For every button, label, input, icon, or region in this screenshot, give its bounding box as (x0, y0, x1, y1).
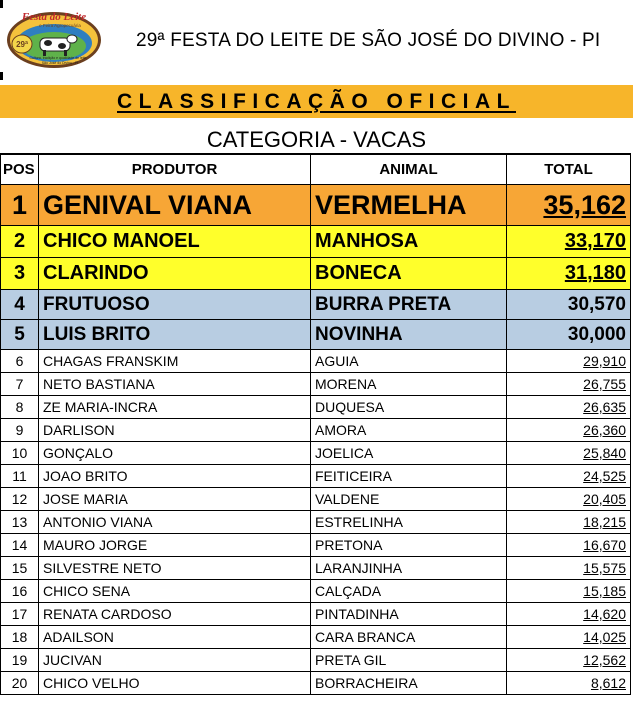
logo-badge: 29ª (16, 40, 28, 49)
total-cell: 29,910 (507, 350, 631, 373)
position-cell: 8 (1, 396, 39, 419)
position-cell: 15 (1, 557, 39, 580)
total-cell: 25,840 (507, 442, 631, 465)
animal-cell: BURRA PRETA (311, 290, 507, 320)
table-row (1, 672, 631, 695)
corner-mark (0, 72, 3, 80)
table-row (1, 442, 631, 465)
animal-cell: NOVINHA (311, 320, 507, 350)
logo-subtitle: e Feira Agropecuária (39, 23, 81, 28)
classification-banner (0, 85, 633, 118)
position-cell: 11 (1, 465, 39, 488)
table-row (1, 396, 631, 419)
total-cell: 12,562 (507, 649, 631, 672)
animal-cell: VERMELHA (311, 185, 507, 226)
total-cell: 16,670 (507, 534, 631, 557)
animal-cell: VALDENE (311, 488, 507, 511)
animal-cell: PINTADINHA (311, 603, 507, 626)
animal-cell: AGUIA (311, 350, 507, 373)
ranking-table (0, 153, 631, 695)
logo-title: Festa do Leite (21, 11, 87, 23)
position-cell: 5 (1, 320, 39, 350)
producer-cell: CLARINDO (39, 258, 311, 290)
total-cell: 33,170 (507, 226, 631, 258)
producer-cell: FRUTUOSO (39, 290, 311, 320)
banner-title: CLASSIFICAÇÃO OFICIAL (117, 90, 516, 113)
animal-cell: MORENA (311, 373, 507, 396)
position-cell: 13 (1, 511, 39, 534)
table-row (1, 258, 631, 290)
producer-cell: JOSE MARIA (39, 488, 311, 511)
position-cell: 16 (1, 580, 39, 603)
table-header-row (1, 154, 631, 185)
producer-cell: GENIVAL VIANA (39, 185, 311, 226)
animal-cell: PRETA GIL (311, 649, 507, 672)
animal-cell: FEITICEIRA (311, 465, 507, 488)
table-row (1, 488, 631, 511)
total-cell: 26,635 (507, 396, 631, 419)
total-cell: 31,180 (507, 258, 631, 290)
total-cell: 15,575 (507, 557, 631, 580)
position-cell: 7 (1, 373, 39, 396)
producer-cell: ANTONIO VIANA (39, 511, 311, 534)
total-cell: 14,620 (507, 603, 631, 626)
animal-cell: CALÇADA (311, 580, 507, 603)
column-header-pos: POS (1, 154, 39, 185)
animal-cell: LARANJINHA (311, 557, 507, 580)
animal-cell: DUQUESA (311, 396, 507, 419)
total-cell: 30,000 (507, 320, 631, 350)
total-cell: 18,215 (507, 511, 631, 534)
table-row (1, 603, 631, 626)
position-cell: 1 (1, 185, 39, 226)
position-cell: 14 (1, 534, 39, 557)
page-header (0, 0, 633, 82)
category-title: CATEGORIA - VACAS (206, 127, 427, 152)
animal-cell: BONECA (311, 258, 507, 290)
total-cell: 15,185 (507, 580, 631, 603)
table-row (1, 350, 631, 373)
table-row (1, 511, 631, 534)
total-cell: 14,025 (507, 626, 631, 649)
total-cell: 20,405 (507, 488, 631, 511)
producer-cell: LUIS BRITO (39, 320, 311, 350)
table-row (1, 373, 631, 396)
producer-cell: RENATA CARDOSO (39, 603, 311, 626)
table-row (1, 290, 631, 320)
animal-cell: PRETONA (311, 534, 507, 557)
total-cell: 26,755 (507, 373, 631, 396)
producer-cell: MAURO JORGE (39, 534, 311, 557)
table-row (1, 649, 631, 672)
producer-cell: JOAO BRITO (39, 465, 311, 488)
position-cell: 18 (1, 626, 39, 649)
total-cell: 8,612 (507, 672, 631, 695)
animal-cell: BORRACHEIRA (311, 672, 507, 695)
column-header-animal: ANIMAL (311, 154, 507, 185)
producer-cell: CHAGAS FRANSKIM (39, 350, 311, 373)
table-row (1, 419, 631, 442)
animal-cell: AMORA (311, 419, 507, 442)
position-cell: 17 (1, 603, 39, 626)
animal-cell: ESTRELINHA (311, 511, 507, 534)
total-cell: 26,360 (507, 419, 631, 442)
producer-cell: DARLISON (39, 419, 311, 442)
position-cell: 9 (1, 419, 39, 442)
producer-cell: ADAILSON (39, 626, 311, 649)
table-row (1, 534, 631, 557)
table-row (1, 226, 631, 258)
table-row (1, 557, 631, 580)
producer-cell: GONÇALO (39, 442, 311, 465)
column-header-producer: PRODUTOR (39, 154, 311, 185)
total-cell: 35,162 (507, 185, 631, 226)
producer-cell: CHICO SENA (39, 580, 311, 603)
producer-cell: SILVESTRE NETO (39, 557, 311, 580)
animal-cell: CARA BRANCA (311, 626, 507, 649)
producer-cell: NETO BASTIANA (39, 373, 311, 396)
total-cell: 24,525 (507, 465, 631, 488)
position-cell: 10 (1, 442, 39, 465)
table-row (1, 320, 631, 350)
column-header-total: TOTAL (507, 154, 631, 185)
animal-cell: MANHOSA (311, 226, 507, 258)
table-row (1, 465, 631, 488)
animal-cell: JOELICA (311, 442, 507, 465)
table-row (1, 580, 631, 603)
position-cell: 3 (1, 258, 39, 290)
position-cell: 20 (1, 672, 39, 695)
producer-cell: JUCIVAN (39, 649, 311, 672)
position-cell: 4 (1, 290, 39, 320)
total-cell: 30,570 (507, 290, 631, 320)
logo-ring-text: Cultura, tradição e qualidade de leite (29, 56, 87, 60)
position-cell: 2 (1, 226, 39, 258)
logo-sub: São José do Divino - PI (41, 61, 79, 65)
producer-cell: ZE MARIA-INCRA (39, 396, 311, 419)
corner-mark (0, 0, 3, 8)
position-cell: 19 (1, 649, 39, 672)
festa-do-leite-logo (4, 6, 104, 70)
producer-cell: CHICO MANOEL (39, 226, 311, 258)
table-row (1, 185, 631, 226)
table-row (1, 626, 631, 649)
position-cell: 12 (1, 488, 39, 511)
producer-cell: CHICO VELHO (39, 672, 311, 695)
event-title: 29ª FESTA DO LEITE DE SÃO JOSÉ DO DIVINO - PI (136, 30, 601, 51)
position-cell: 6 (1, 350, 39, 373)
